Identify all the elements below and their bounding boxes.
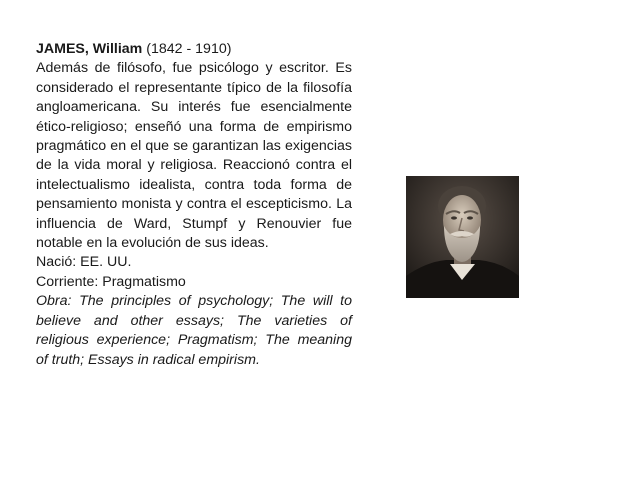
portrait-photo [406,176,519,298]
biography-text-block [36,40,352,370]
heading-line [36,40,352,59]
philosopher-name: JAMES, William [36,41,143,57]
birthplace-line: Nació: EE. UU. [36,254,132,271]
works-line: Obra: The principles of psychology; The will to believe and other essays; The varieties of religious experience; Pragmatism; The meaning of truth; Essays in radical empirism. [36,293,352,368]
philosophical-current-line: Corriente: Pragmatismo [36,273,186,290]
biography-paragraph: Además de filósofo, fue psicólogo y escritor. Es considerado el representante típico de la filosofía angloamericana. Su interés fue esencialmente ético-religioso; enseñó una forma de empirismo pragmático en el que se garantizan las exigencias de la vida moral y religiosa. Reaccionó contra el intelectualismo idealista, contra toda forma de pensamiento monista y contra el escepticismo. La influencia de Ward, Stumpf y Renouvier fue notable en la evolución de sus ideas. [36,60,352,252]
life-years: (1842 - 1910) [146,41,232,57]
